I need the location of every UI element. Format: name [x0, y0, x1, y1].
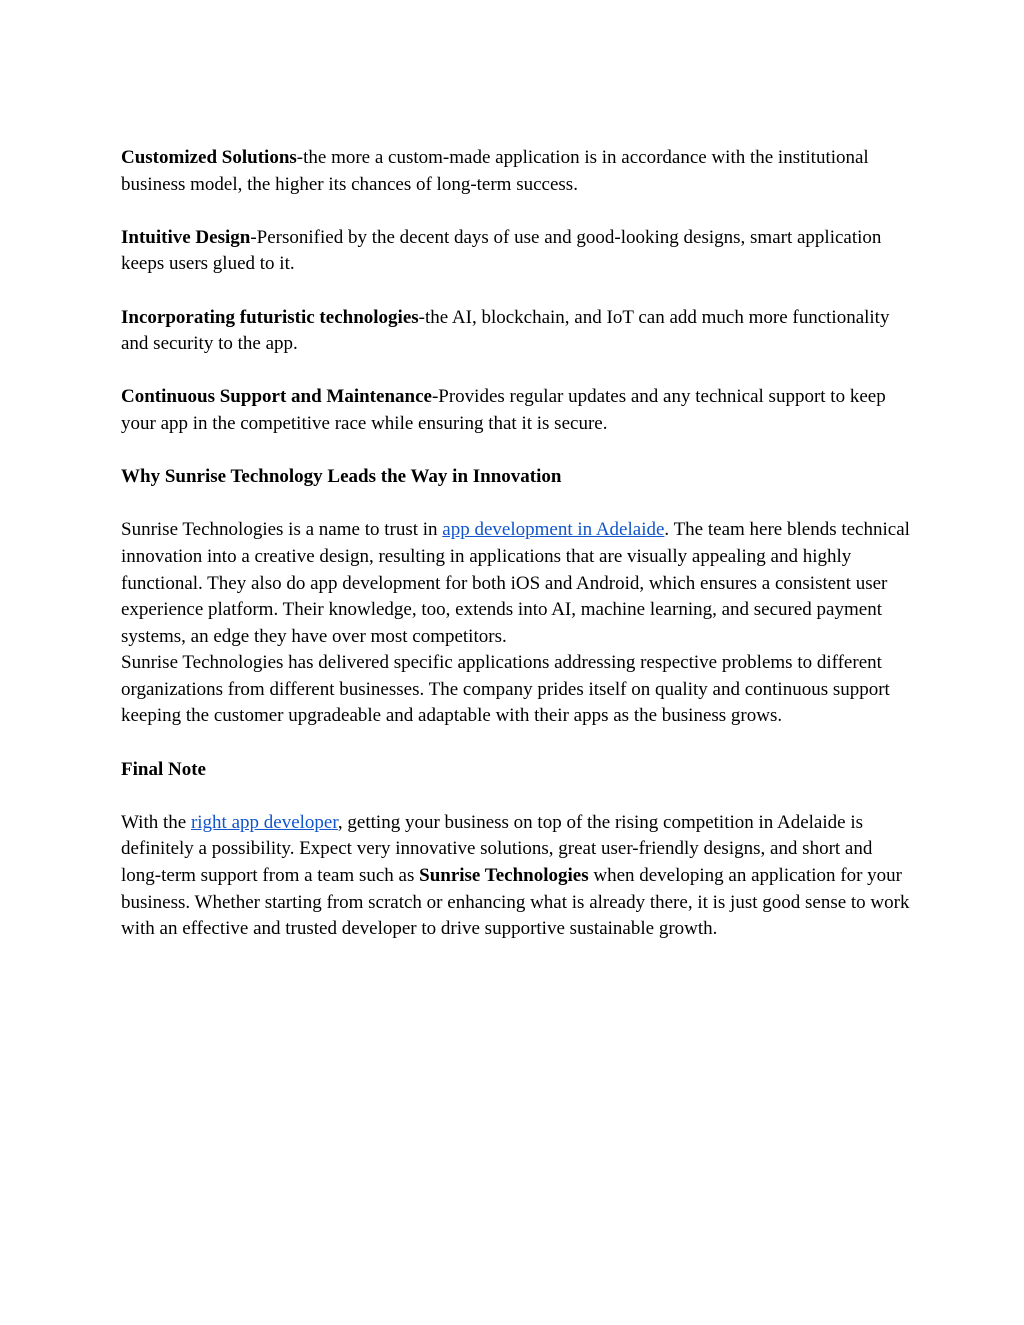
app-development-adelaide-link[interactable]: app development in Adelaide: [442, 519, 665, 541]
feature-text: -Provides regular updates and any technical support to keep your app in the competitive race while ensuring that it is secure.: [121, 386, 886, 434]
paragraph-text: when developing an application for your business. Whether starting from scratch or enhancing what is already there, it is just good sense to work with an effective and trusted developer to drive supportive sustainable growth.: [121, 865, 910, 940]
feature-customized-solutions: [121, 145, 911, 198]
company-name: Sunrise Technologies: [419, 865, 589, 887]
why-paragraph-2: Sunrise Technologies has delivered specific applications addressing respective problems to different organizations from different businesses. The company prides itself on quality and continuous support keeping the customer upgradeable and adaptable with their apps as the business grows.: [121, 652, 890, 727]
feature-title: Incorporating futuristic technologies: [121, 306, 419, 328]
paragraph-text: . The team here blends technical innovation into a creative design, resulting in applications that are visually appealing and highly functional. They also do app development for both iOS and Android, which ensures a consistent user experience platform. Their knowledge, too, extends into AI, machine learning, and secured payment systems, an edge they have over most competitors.: [121, 519, 910, 647]
section-heading-why: [121, 464, 911, 491]
feature-text: -the more a custom-made application is in accordance with the institutional business model, the higher its chances of long-term success.: [121, 147, 869, 195]
paragraph-text: Sunrise Technologies is a name to trust in: [121, 519, 443, 541]
right-app-developer-link[interactable]: right app developer: [190, 811, 338, 833]
section-heading-text: Final Note: [121, 758, 206, 780]
section-heading-final: [121, 757, 911, 784]
feature-title: Customized Solutions: [121, 147, 297, 168]
feature-intuitive-design: [121, 225, 911, 278]
final-paragraph: [121, 810, 911, 943]
feature-support-maintenance: [121, 384, 911, 437]
why-paragraph-1: [121, 517, 911, 650]
feature-title: Intuitive Design: [121, 226, 251, 248]
feature-text: -Personified by the decent days of use and good-looking designs, smart application keeps users glued to it.: [121, 226, 882, 275]
paragraph-text: With the: [121, 811, 191, 833]
feature-title: Continuous Support and Maintenance: [121, 386, 432, 408]
section-heading-text: Why Sunrise Technology Leads the Way in Innovation: [121, 466, 562, 488]
feature-futuristic-technologies: [121, 305, 911, 358]
paragraph-text: , getting your business on top of the rising competition in Adelaide is definitely a possibility. Expect very innovative solutions, great user-friendly designs, and short and long-term support from a team such as: [121, 811, 873, 887]
document-page: [121, 145, 911, 969]
feature-text: -the AI, blockchain, and IoT can add much more functionality and security to the app.: [121, 306, 890, 355]
